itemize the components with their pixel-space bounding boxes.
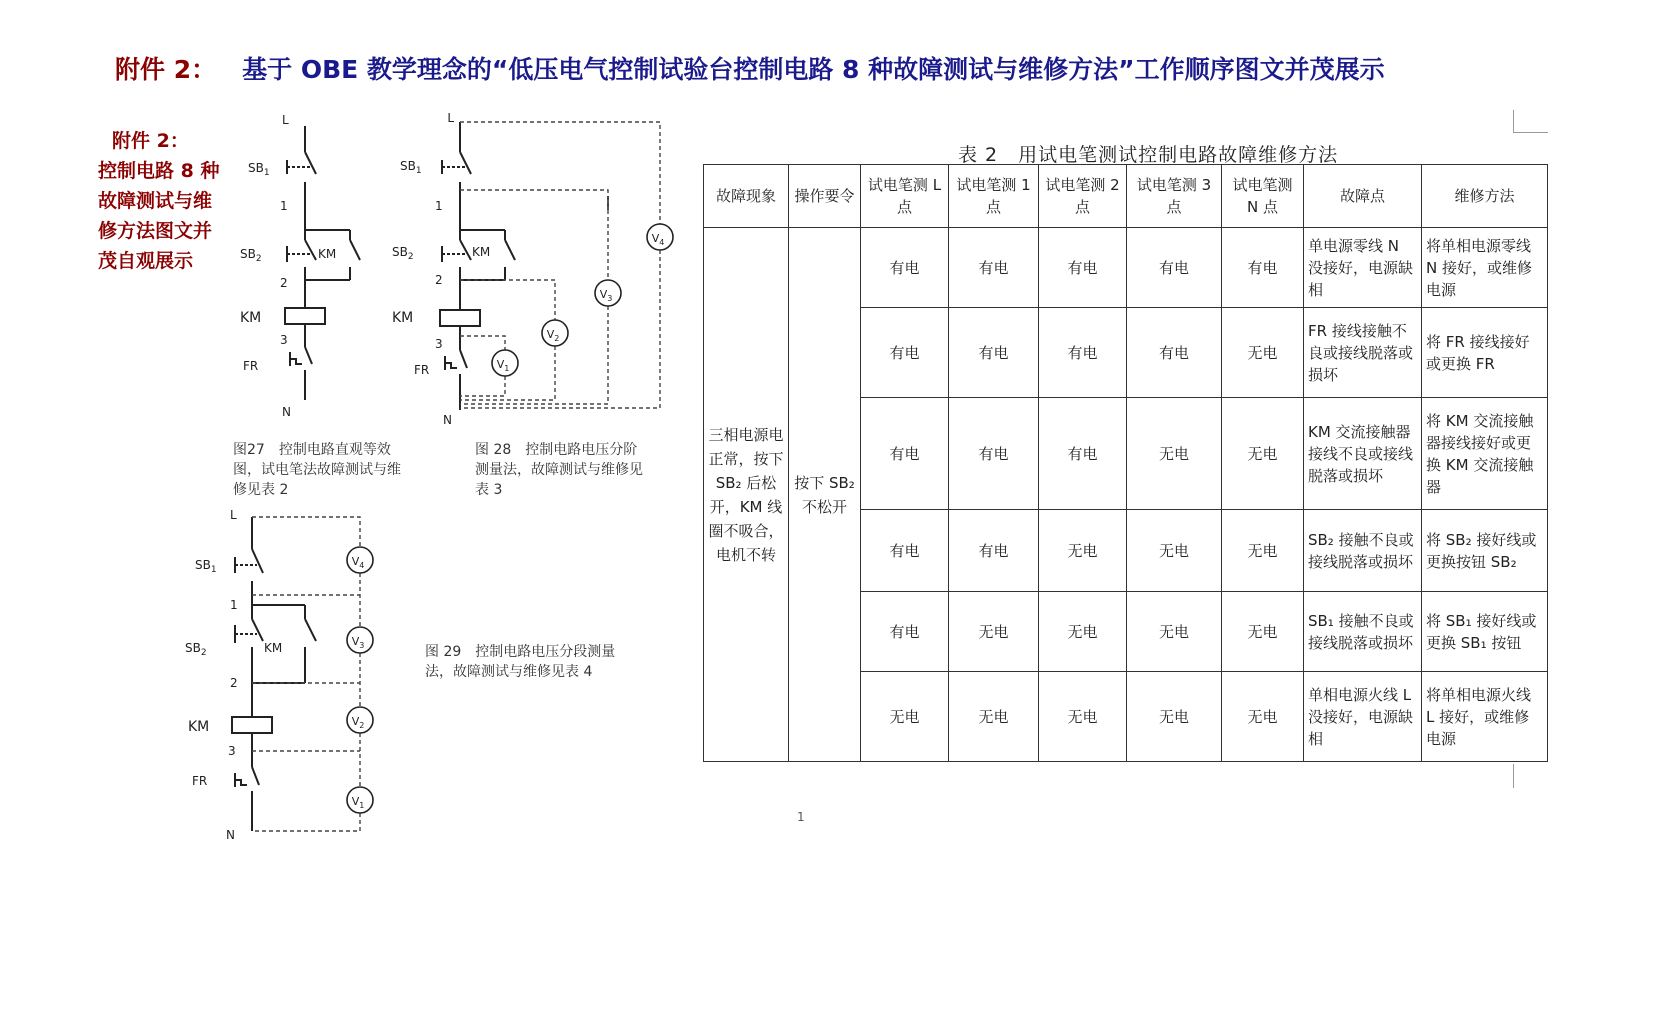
cell-repair: 将单相电源零线 N 接好，或维修电源 [1422,228,1548,308]
fig28-node-1: 1 [435,199,443,213]
cell-repair: 将 FR 接线接好或更换 FR [1422,308,1548,398]
corner-mark-top [1513,110,1548,133]
cell-fault-point: FR 接线接触不良或接线脱落或损坏 [1304,308,1422,398]
fig27-label-SB1: $SB_1$ [248,161,270,178]
fig29-label-SB2: $SB_2$ [185,641,207,658]
fig29-meter-v3: $V_3$ [351,635,365,650]
cell-test-1: 有电 [949,510,1039,592]
fig28-caption: 图 28 控制电路电压分阶测量法，故障测试与维修见表 3 [475,442,643,498]
fig27-node-2: 2 [280,276,288,290]
figure-28-circuit [390,112,710,432]
fig29-node-1: 1 [230,598,238,612]
fig27-label-SB2: $SB_2$ [240,247,262,264]
cell-fault-point: 单电源零线 N 没接好，电源缺相 [1304,228,1422,308]
title-main: 基于 OBE 教学理念的“低压电气控制试验台控制电路 8 种故障测试与维修方法”工作顺序图文并茂展示 [242,55,1385,84]
fig28-label-FR: FR [414,363,430,377]
header-test-1: 试电笔测 1 点 [949,165,1039,228]
cell-fault-point: 单相电源火线 L 没接好，电源缺相 [1304,672,1422,762]
fig28-meter-v4: $V_4$ [651,232,665,247]
fig29-meter-v1: $V_1$ [351,795,365,810]
fig27-node-1: 1 [280,199,288,213]
cell-test-N: 无电 [1222,510,1304,592]
fig28-node-3: 3 [435,337,443,351]
fig29-label-SB1: $SB_1$ [195,558,217,575]
fig29-caption: 图 29 控制电路电压分段测量法，故障测试与维修见表 4 [425,644,616,680]
cell-test-2: 有电 [1039,308,1127,398]
cell-test-2: 无电 [1039,672,1127,762]
header-test-L: 试电笔测 L 点 [861,165,949,228]
fig29-meter-v4: $V_4$ [351,555,365,570]
cell-test-3: 无电 [1127,592,1222,672]
header-repair: 维修方法 [1422,165,1548,228]
cell-test-N: 无电 [1222,308,1304,398]
fig27-label-L: L [282,113,289,127]
cell-repair: 将单相电源火线 L 接好，或维修电源 [1422,672,1548,762]
cell-repair: 将 KM 交流接触器接线接好或更换 KM 交流接触器 [1422,398,1548,510]
cell-test-2: 无电 [1039,510,1127,592]
cell-test-N: 无电 [1222,398,1304,510]
fig27-label-KM-contact: KM [318,247,337,261]
fig29-label-KM-coil: KM [188,719,210,735]
fig27-label-FR: FR [243,359,259,373]
cell-test-L: 有电 [861,308,949,398]
cell-test-3: 无电 [1127,510,1222,592]
cell-test-2: 无电 [1039,592,1127,672]
figure-27-circuit [240,112,400,432]
fig28-node-2: 2 [435,273,443,287]
cell-test-N: 无电 [1222,592,1304,672]
page-title [115,50,1385,86]
header-test-3: 试电笔测 3 点 [1127,165,1222,228]
header-test-N: 试电笔测 N 点 [1222,165,1304,228]
cell-test-L: 无电 [861,672,949,762]
title-prefix: 附件 2： [115,55,217,84]
table-header-row [704,165,1548,228]
header-phenomenon: 故障现象 [704,165,789,228]
operation-cell: 按下 SB₂ 不松开 [789,228,861,762]
corner-mark-bottom [1513,764,1514,788]
fig28-label-SB1: $SB_1$ [400,159,422,176]
fault-table [703,164,1548,762]
fig29-node-2: 2 [230,676,238,690]
cell-test-N: 无电 [1222,672,1304,762]
cell-fault-point: KM 交流接触器接线不良或接线脱落或损坏 [1304,398,1422,510]
fig28-meter-v2: $V_2$ [546,328,560,343]
fig28-meter-v1: $V_1$ [496,358,510,373]
fig28-label-KM-contact: KM [472,245,491,259]
fig29-node-3: 3 [228,744,236,758]
fig27-label-N: N [282,405,291,419]
cell-test-L: 有电 [861,398,949,510]
cell-test-N: 有电 [1222,228,1304,308]
phenomenon-cell: 三相电源电正常，按下 SB₂ 后松开，KM 线圈不吸合，电机不转 [704,228,789,762]
fig28-meter-v3: $V_3$ [599,288,613,303]
fig28-label-L: L [447,111,454,125]
fig28-label-KM-coil: KM [392,310,414,326]
cell-test-3: 有电 [1127,308,1222,398]
cell-repair: 将 SB₁ 接好线或更换 SB₁ 按钮 [1422,592,1548,672]
fig27-caption: 图27 控制电路直观等效图，试电笔法故障测试与维修见表 2 [233,442,401,498]
side-note-text: 控制电路 8 种故障测试与维修方法图文并茂自观展示 [98,160,220,272]
page-number: 1 [797,810,805,824]
cell-test-3: 有电 [1127,228,1222,308]
fig29-label-L: L [230,508,237,522]
fig27-label-KM-coil: KM [240,310,262,326]
header-fault-point: 故障点 [1304,165,1422,228]
fig29-label-FR: FR [192,774,208,788]
cell-test-2: 有电 [1039,228,1127,308]
cell-repair: 将 SB₂ 接好线或更换按钮 SB₂ [1422,510,1548,592]
cell-test-1: 有电 [949,398,1039,510]
header-operation: 操作要令 [789,165,861,228]
cell-test-L: 有电 [861,510,949,592]
fig29-label-N: N [226,828,235,842]
fig29-meter-v2: $V_2$ [351,715,365,730]
cell-test-1: 有电 [949,308,1039,398]
side-note-label: 附件 2： [112,130,189,152]
cell-test-1: 无电 [949,672,1039,762]
cell-test-3: 无电 [1127,672,1222,762]
table-title: 表 2 用试电笔测试控制电路故障维修方法 [958,144,1339,166]
cell-test-1: 无电 [949,592,1039,672]
fig28-label-SB2: $SB_2$ [392,245,414,262]
cell-fault-point: SB₂ 接触不良或接线脱落或损坏 [1304,510,1422,592]
cell-test-L: 有电 [861,592,949,672]
cell-fault-point: SB₁ 接触不良或接线脱落或损坏 [1304,592,1422,672]
fig27-node-3: 3 [280,333,288,347]
fig29-label-KM-contact: KM [264,641,283,655]
side-note [98,126,230,276]
fig28-label-N: N [443,413,452,427]
table-row [704,228,1548,308]
figure-29-circuit [180,505,400,845]
cell-test-L: 有电 [861,228,949,308]
header-test-2: 试电笔测 2 点 [1039,165,1127,228]
cell-test-1: 有电 [949,228,1039,308]
cell-test-3: 无电 [1127,398,1222,510]
cell-test-2: 有电 [1039,398,1127,510]
